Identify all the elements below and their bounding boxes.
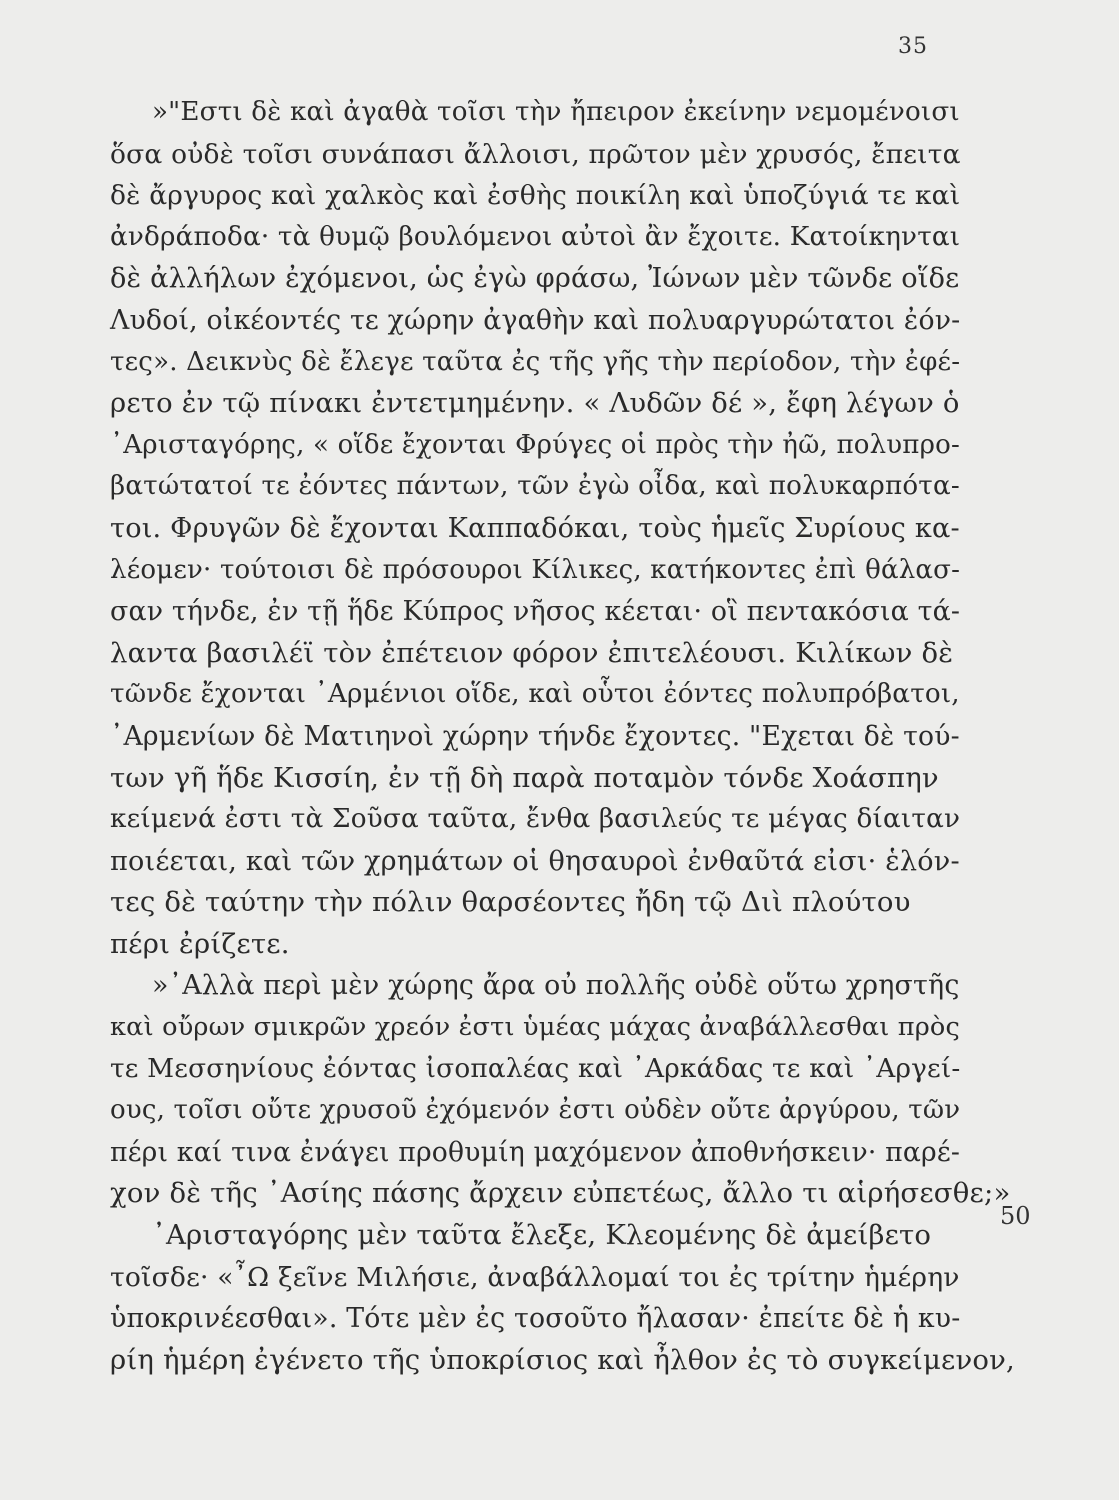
text-line: ἀνδράποδα· τὰ θυμῷ βουλόμενοι αὐτοὶ ἂν ἔχοιτε. Κατοίκηνται bbox=[110, 221, 961, 252]
text-line: λέομεν· τούτοισι δὲ πρόσουροι Κίλικες, κατήκοντες ἐπὶ θάλασ- bbox=[110, 554, 961, 585]
text-line: τες». Δεικνὺς δὲ ἔλεγε ταῦτα ἐς τῆς γῆς τὴν περίοδον, τὴν ἐφέ- bbox=[110, 346, 961, 377]
text-line: »"Εστι δὲ καὶ ἀγαθὰ τοῖσι τὴν ἤπειρον ἐκείνην νεμομένοισι bbox=[152, 97, 960, 127]
text-line: τε Μεσσηνίους ἐόντας ἰσοπαλέας καὶ ᾿Αρκάδας τε καὶ ᾿Αργεί- bbox=[110, 1053, 961, 1084]
greek-text-body bbox=[110, 92, 1015, 1381]
text-line: χον δὲ τῆς ᾿Ασίης πάσης ἄρχειν εὐπετέως, ἄλλο τι αἱρήσεσθε;» bbox=[110, 1177, 1011, 1210]
text-line: Λυδοί, οἰκέοντές τε χώρην ἀγαθὴν καὶ πολυαργυρώτατοι ἐόν- bbox=[110, 304, 961, 336]
text-line: πέρι ἐρίζετε. bbox=[110, 927, 290, 960]
text-line: ποιέεται, καὶ τῶν χρημάτων οἱ θησαυροὶ ἐνθαῦτά εἰσι· ἑλόν- bbox=[110, 845, 960, 877]
text-line: σαν τήνδε, ἐν τῇ ἥδε Κύπρος νῆσος κέεται· οἳ πεντακόσια τά- bbox=[110, 596, 961, 628]
text-line: βατώτατοί τε ἐόντες πάντων, τῶν ἐγὼ οἶδα, καὶ πολυκαρπότα- bbox=[110, 471, 960, 502]
text-line: ᾿Αρμενίων δὲ Ματιηνοὶ χώρην τήνδε ἔχοντες. "Εχεται δὲ τού- bbox=[110, 720, 960, 752]
text-line: »᾿Αλλὰ περὶ μὲν χώρης ἄρα οὐ πολλῆς οὐδὲ οὕτω χρηστῆς bbox=[152, 970, 960, 1002]
text-line: ὅσα οὐδὲ τοῖσι συνάπασι ἄλλοισι, πρῶτον μὲν χρυσός, ἔπειτα bbox=[110, 138, 961, 170]
text-line: τες δὲ ταύτην τὴν πόλιν θαρσέοντες ἤδη τῷ Διὶ πλούτου bbox=[110, 886, 911, 919]
text-line: τοῖσδε· «῏Ω ξεῖνε Μιλήσιε, ἀναβάλλομαί τοι ἐς τρίτην ἡμέρην bbox=[110, 1261, 960, 1293]
page-number: 35 bbox=[898, 34, 928, 59]
text-line: ους, τοῖσι οὔτε χρυσοῦ ἐχόμενόν ἐστι οὐδὲν οὔτε ἀργύρου, τῶν bbox=[110, 1095, 961, 1126]
margin-line-number: 50 bbox=[1000, 1202, 1031, 1230]
text-line: ᾿Αρισταγόρης, « οἵδε ἔχονται Φρύγες οἱ πρὸς τὴν ἠῶ, πολυπρο- bbox=[110, 429, 960, 460]
text-line: ρίη ἡμέρη ἐγένετο τῆς ὑποκρίσιος καὶ ἦλθον ἐς τὸ συγκείμενον, bbox=[110, 1343, 1015, 1376]
text-line: τῶνδε ἔχονται ᾿Αρμένιοι οἵδε, καὶ οὗτοι ἐόντες πολυπρόβατοι, bbox=[110, 679, 960, 710]
text-line: δὲ ἀλλήλων ἐχόμενοι, ὡς ἐγὼ φράσω, Ἰώνων μὲν τῶνδε οἵδε bbox=[110, 263, 960, 295]
text-line: καὶ οὔρων σμικρῶν χρεόν ἐστι ὑμέας μάχας ἀναβάλλεσθαι πρὸς bbox=[110, 1012, 961, 1043]
text-line: τοι. Φρυγῶν δὲ ἔχονται Καππαδόκαι, τοὺς ἡμεῖς Συρίους κα- bbox=[110, 512, 960, 544]
text-line: λαντα βασιλέϊ τὸν ἐπέτειον φόρον ἐπιτελέουσι. Κιλίκων δὲ bbox=[110, 636, 954, 669]
text-line: δὲ ἄργυρος καὶ χαλκὸς καὶ ἐσθὴς ποικίλη καὶ ὑποζύγιά τε καὶ bbox=[110, 180, 961, 212]
text-line: κείμενά ἐστι τὰ Σοῦσα ταῦτα, ἔνθα βασιλεύς τε μέγας δίαιταν bbox=[110, 804, 961, 835]
text-line: πέρι καί τινα ἐνάγει προθυμίη μαχόμενον ἀποθνήσκειν· παρέ- bbox=[110, 1136, 961, 1168]
text-line: ρετο ἐν τῷ πίνακι ἐντετμημένην. « Λυδῶν δέ », ἔφη λέγων ὁ bbox=[110, 388, 960, 420]
text-line: ὑποκρινέεσθαι». Τότε μὲν ἐς τοσοῦτο ἤλασαν· ἐπείτε δὲ ἡ κυ- bbox=[110, 1303, 961, 1335]
text-line: των γῆ ἥδε Κισσίη, ἐν τῇ δὴ παρὰ ποταμὸν τόνδε Χοάσπην bbox=[110, 761, 939, 794]
text-line: ᾿Αρισταγόρης μὲν ταῦτα ἔλεξε, Κλεομένης δὲ ἀμείβετο bbox=[152, 1219, 932, 1252]
